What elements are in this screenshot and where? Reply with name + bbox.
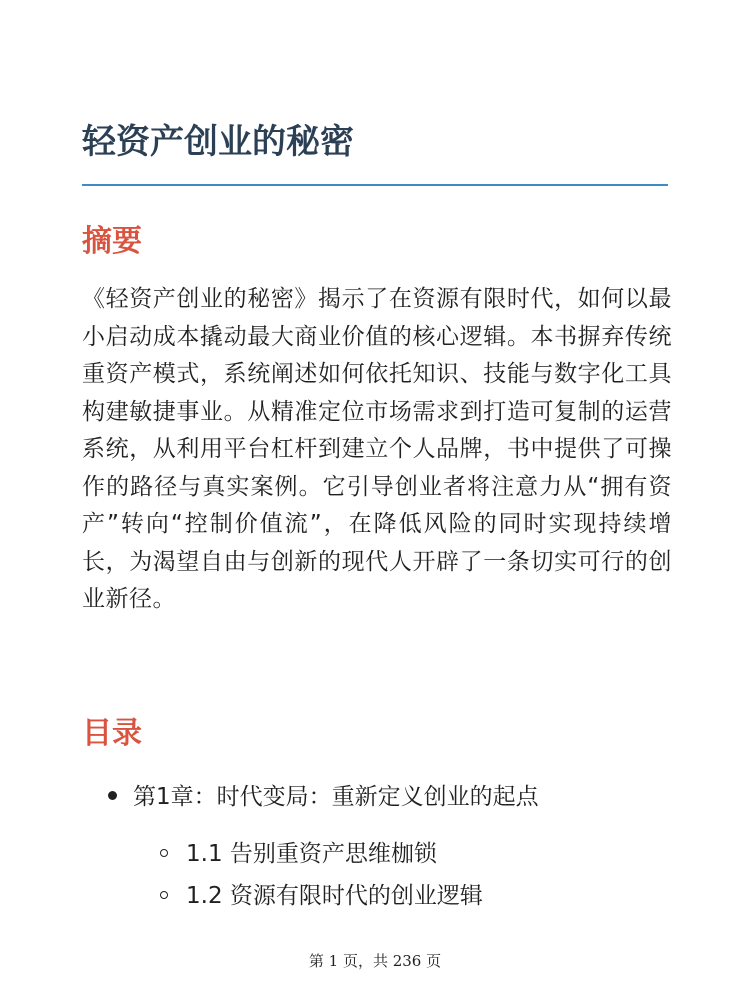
toc-section-1-2 <box>160 879 483 913</box>
document-title: 轻资产创业的秘密 <box>82 122 354 162</box>
summary-heading: 摘要 <box>82 224 142 259</box>
bullet-circle-icon <box>160 849 168 857</box>
toc-section-1-2-label: 1.2 资源有限时代的创业逻辑 <box>186 883 483 909</box>
page-footer: 第 1 页，共 236 页 <box>308 952 442 970</box>
bullet-circle-icon <box>160 891 168 899</box>
toc-chapter-1-label: 第1章：时代变局：重新定义创业的起点 <box>133 784 539 810</box>
summary-paragraph: 《轻资产创业的秘密》揭示了在资源有限时代，如何以最小启动成本撬动最大商业价值的核心逻辑。本书摒弃传统重资产模式，系统阐述如何依托知识、技能与数字化工具构建敏捷事业。从精准定位市场需求到打造可复制的运营系统，从利用平台杠杆到建立个人品牌，书中提供了可操作的路径与真实案例。它引导创业者将注意力从“拥有资产”转向“控制价值流”，在降低风险的同时实现持续增长，为渴望自由与创新的现代人开辟了一条切实可行的创业新径。 <box>82 286 672 612</box>
toc-heading: 目录 <box>82 716 142 751</box>
title-divider <box>82 184 668 186</box>
bullet-disc-icon <box>108 791 117 800</box>
toc-chapter-1 <box>108 780 539 814</box>
toc-section-1-1-label: 1.1 告别重资产思维枷锁 <box>186 841 437 867</box>
toc-section-1-1 <box>160 837 437 871</box>
